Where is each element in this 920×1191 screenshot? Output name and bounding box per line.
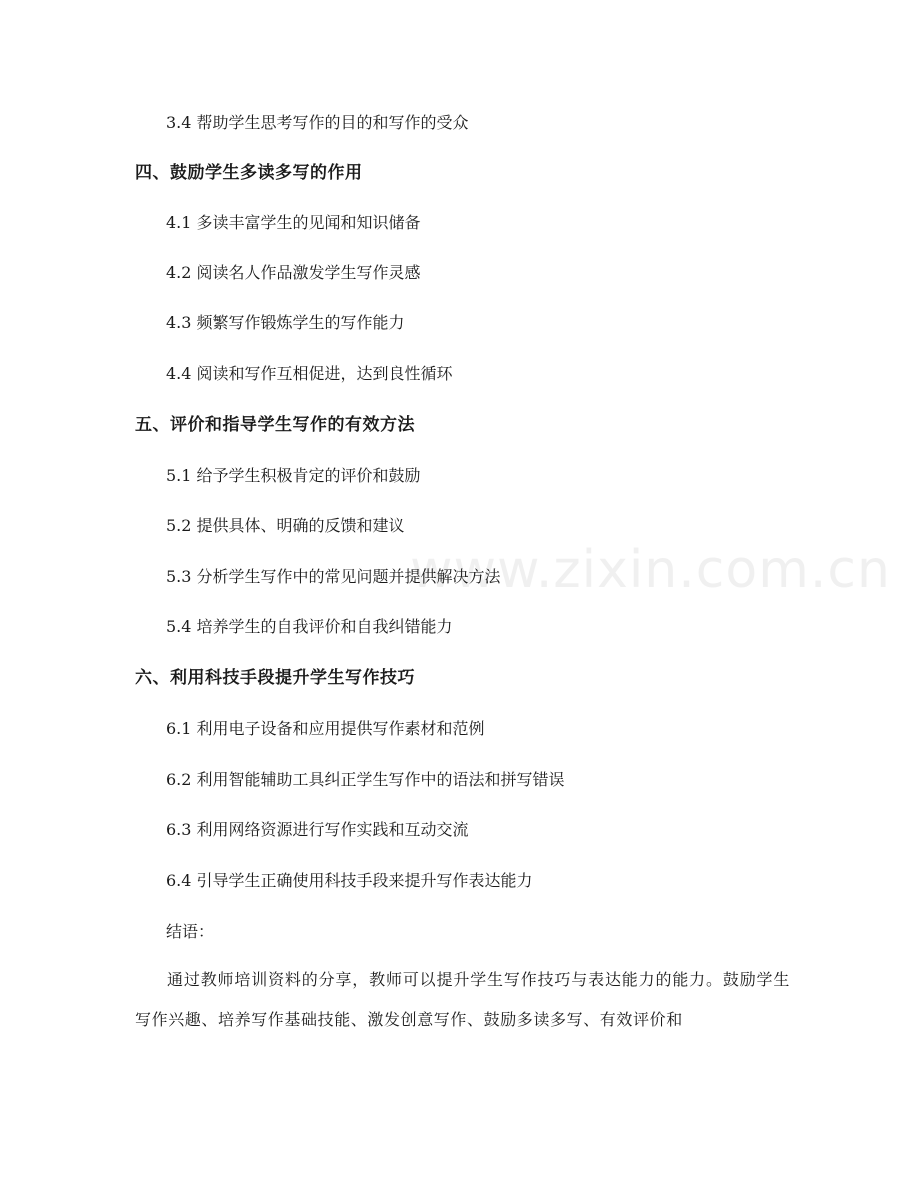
subsection-6-3: 6.3 利用网络资源进行写作实践和互动交流	[166, 820, 469, 839]
section-heading-6: 六、利用科技手段提升学生写作技巧	[135, 668, 415, 688]
subsection-6-2: 6.2 利用智能辅助工具纠正学生写作中的语法和拼写错误	[166, 770, 565, 789]
subsection-5-1: 5.1 给予学生积极肯定的评价和鼓励	[166, 466, 421, 485]
subsection-4-4: 4.4 阅读和写作互相促进，达到良性循环	[166, 364, 453, 383]
conclusion-paragraph: 通过教师培训资料的分享，教师可以提升学生写作技巧与表达能力的能力。鼓励学生写作兴趣、培养写作基础技能、激发创意写作、鼓励多读多写、有效评价和	[135, 970, 790, 1029]
subsection-4-1: 4.1 多读丰富学生的见闻和知识储备	[166, 213, 421, 232]
subsection-5-2: 5.2 提供具体、明确的反馈和建议	[166, 516, 405, 535]
subsection-4-2: 4.2 阅读名人作品激发学生写作灵感	[166, 263, 421, 282]
conclusion-label: 结语：	[166, 922, 215, 941]
subsection-4-3: 4.3 频繁写作锻炼学生的写作能力	[166, 313, 405, 332]
subsection-5-4: 5.4 培养学生的自我评价和自我纠错能力	[166, 617, 453, 636]
watermark: www.zixin.com.cn	[410, 540, 891, 600]
subsection-5-3: 5.3 分析学生写作中的常见问题并提供解决方法	[166, 567, 501, 586]
subsection-6-4: 6.4 引导学生正确使用科技手段来提升写作表达能力	[166, 871, 533, 890]
section-heading-4: 四、鼓励学生多读多写的作用	[135, 163, 363, 183]
section-heading-5: 五、评价和指导学生写作的有效方法	[135, 415, 415, 435]
subsection-3-4: 3.4 帮助学生思考写作的目的和写作的受众	[166, 113, 469, 132]
subsection-6-1: 6.1 利用电子设备和应用提供写作素材和范例	[166, 719, 485, 738]
